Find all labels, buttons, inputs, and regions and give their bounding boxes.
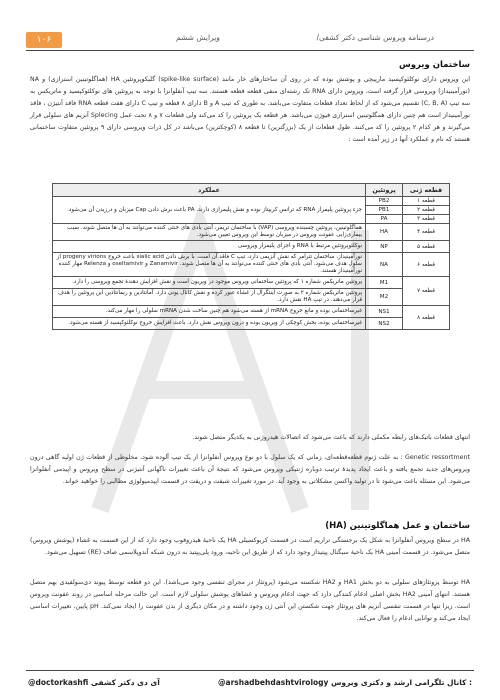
function-cell: پروتئین ماتریکس شماره ۱ که پروتئین ساختمانی ویروس موجود در ویریون است و نقش افزایش دهندهٔ تجمع ویروسی را دارد. (53, 277, 366, 289)
segment-cell: قطعه ۲ (403, 206, 450, 215)
section-title-ha: ساختمان و عمل هماگلوتینین (HA) (325, 521, 470, 531)
segment-cell: قطعه ۸ (403, 306, 450, 330)
header-segment: قطعه ژنی (403, 184, 450, 197)
function-cell: هماگلوتینین، پروتئین چسبنده ویروسی (VAP) با ساختمان تریمر، آنتی بادی های خنثی کننده می‌توانند به آن ها متصل شوند. سبب بیماری‌زایی عفونت ویروس در میزبان توسط این ویروس تعیین می‌شود. (53, 224, 366, 241)
footer-channel (218, 678, 472, 687)
header-function: عملکرد (53, 184, 366, 197)
header-protein: پروتئین (366, 184, 403, 197)
page-header (26, 30, 474, 52)
table-note-paragraph: انتهای قطعات باتیک‌های رابطه مکملی دارند که باعث می‌شود که اتصالات هیدروژنی به یکدیگر متصل شوند. (192, 434, 470, 441)
protein-cell: NS1 (366, 306, 403, 318)
segment-cell: قطعه ۶ (403, 253, 450, 277)
page-footer (0, 670, 500, 700)
function-cell: غیرساختمانی بوده، بخش کوچکی از ویریون بوده و درون ویروس نقش دارد. باعث افزایش خروج نوکلئوکپسید از هسته می‌شود. (53, 318, 366, 330)
ha-paragraph-1: HA در سطح ویروس آنفلوانزا به شکل یک برجستگی تراریم است در قسمت کربوکسیلی HA یک ناحیهٔ هیدروفوب وجود دارد که از این قسمت به غشاء (پوشش ویروس) متصل می‌شود. در قسمت آمینی HA یک ناحیهٔ سیگنال پپتیداز وجود دارد که از طریق این ناحیه، ورود پلی‌پپتید به درون شبکه آندوپلاسمی صاف (RE) تسهیل می‌شود. (30, 537, 470, 556)
footer-teacher (28, 678, 160, 687)
protein-cell: M2 (366, 289, 403, 306)
segment-cell: قطعه ۴ (403, 224, 450, 241)
protein-cell: PB2 (366, 197, 403, 206)
protein-cell: NA (366, 253, 403, 277)
table-row (53, 197, 450, 206)
segment-cell: قطعه ۱ (403, 197, 450, 206)
protein-cell: M1 (366, 277, 403, 289)
intro-paragraph: این ویروس دارای نوکلئوکپسید مارپیچی و پوشش بوده که در روی آن ساختارهای خار مانند (spike-like surface) گلیکوپروتئین HA (هماگلوتینین استرازی) و NA (نورآمینیداز) ویروسی قرار گرفته است، ویروس دارای RNA تک رشته‌ای منفی قطعه قطعه هستند. سه تیپ آنفلوانزا با توجه به پروتئین های نوکلئوکپسید و ماتریکس به سه تیپ (C, B, A) تقسیم می‌شود که از لحاظ تعداد قطعات متفاوت می‌باشد. به طوری که تیپ A و B دارای ۸ قطعه و تیپ C دارای هفت قطعه RNA فاقد آنتیژن ، فاقد نورآمینیداز است هم چنین دارای همگلوتینین استرازی فیوژن می‌باشد. هر قطعه یک پروتئین را کد می‌کند ولی قطعات ۷ و ۸ تحت عمل Splecing آنزیم های سلولی قرار می‌گیرند و هر کدام ۲ پروتئین را کد می‌کنند. طول قطعات از یک (بزرگترین) تا قطعه ۸ (کوچکترین) می‌باشد در کل ذرات ویروسی دارای ۹ پروتئین متفاوت ساختمانی هستند که نام و عملکرد آنها در زیر آمده است : (30, 76, 471, 143)
ha-paragraph-2: HA توسط پروتئازهای سلولی به دو بخش HA1 و HA2 شکسته می‌شود (پروتئاز در مجرای تنفسی وجود می‌باشد). این دو قطعه توسط پیوند دی‌سولفیدی بهم متصل هستند. انتهای آمینی HA2 بخش اصلی ادغام کنندگی دارد که جهت ادغام ویروس و غشاهای پوشش سلولی لازم است. این حالت مرحله اساسی در روند عفونت ویروس است. زیرا تنها در قسمت تنفسی آنزیم های پروتئاز جهت شکستن این آنتی ژن وجود داشته و در مکان دیگری از بدن عفونت را ایجاد نمی‌کند. pH پایین، تغییرات اساسی ایجاد می‌کند و توانایی ادغام را فعال می‌کند. (30, 579, 471, 622)
function-cell: نوکلئوپروتئین مرتبط با RNA و اجزای پلیمراز ویروسی (53, 241, 366, 253)
header-rule (26, 50, 474, 51)
genetic-reassortment-paragraph: Genetic ressortment : به علت ژنوم قطعه‌قطعه‌ای، زمانی که یک سلول با دو نوع ویروس آنفلوانزا از یک تیپ آلوده شود، مخلوطی از قطعات ژن اولیه گاهی درون ویروس‌های جدید تجمع یافته و باعث ایجاد پدیدهٔ ترتیب دوباره ژنتیکی ویروس می‌شود که نتیجهٔ آن باعث تغییرات ناگهانی آنتیژنی در سطح ویروس و اپیدمی آنفلوانزا می‌شود. این مسئله باعث می‌شود تا در تولید واکسن مشکلاتی به وجود آید. در مورد تغییرات شیفت و دریفت در قسمت اپیدمیولوژی مطالبی را خواهید خواند. (30, 454, 470, 485)
channel-label: کانال تلگرامی ارشد و دکتری ویروس : (331, 678, 472, 687)
table-row (53, 253, 450, 277)
channel-handle[interactable]: @arshadbehdashtvirology (218, 678, 329, 687)
header-title: درسنامه ویروس شناسی دکتر کشفی/ (316, 33, 434, 42)
function-cell: پروتئین ماتریکس شماره ۲ به صورت اینتگرال از غشاء عبور کرده و نقش کانال یونی دارد. آمانتادین و ریمانتادین این پروتئین را هدف قرار می‌دهند. در تیپ HA نقش دارد. (53, 289, 366, 306)
table-row (53, 306, 450, 318)
protein-cell: PA (366, 215, 403, 224)
segments-table (52, 183, 450, 330)
segment-cell: قطعه ۵ (403, 241, 450, 253)
function-cell: جزء پروتئین پلیمراز RNA که ترانس کریپتاز بوده و نقش پلیمرازی دارند. PA باعث برش دادن Cap میزبان و درزیدن آن می‌شود. (53, 197, 366, 224)
footer-rule (26, 670, 474, 671)
teacher-label: آی دی دکتر کشفی (90, 678, 160, 687)
header-edition: ویرایش ششم (176, 33, 220, 42)
table-row (53, 289, 450, 306)
protein-cell: NS2 (366, 318, 403, 330)
protein-cell: NP (366, 241, 403, 253)
table-header-row (53, 184, 450, 197)
function-cell: نورآمینیداز، ساختمان تترامر که نقش آنزیمی دارد، تیپ C فاقد آن است. با برش دادن sialic acid باعث خروج progeny virions از سلول هدف می‌شود. آنتی بادی های خنثی کننده می‌توانند به آن ها متصل شوند. Zanamivir و oseltamivir و Relenza مهار کننده نورآمینیداز هستند. (53, 253, 366, 277)
table-row (53, 241, 450, 253)
teacher-handle[interactable]: @doctorkashfi (28, 678, 89, 687)
segment-cell: قطعه ۳ (403, 215, 450, 224)
table-row (53, 277, 450, 289)
function-cell: غیرساختمانی بوده و مانع خروج mRNA از هسته می‌شود هم چنین ساخت شدن mRNA سلولی را مهار می‌کند. (53, 306, 366, 318)
protein-cell: PB1 (366, 206, 403, 215)
table-row (53, 224, 450, 241)
protein-cell: HA (366, 224, 403, 241)
segment-cell: قطعه ۷ (403, 277, 450, 306)
page-number: ۱۰۶ (26, 32, 62, 48)
table-row (53, 318, 450, 330)
section-title-structure: ساختمان ویروس (398, 60, 470, 70)
